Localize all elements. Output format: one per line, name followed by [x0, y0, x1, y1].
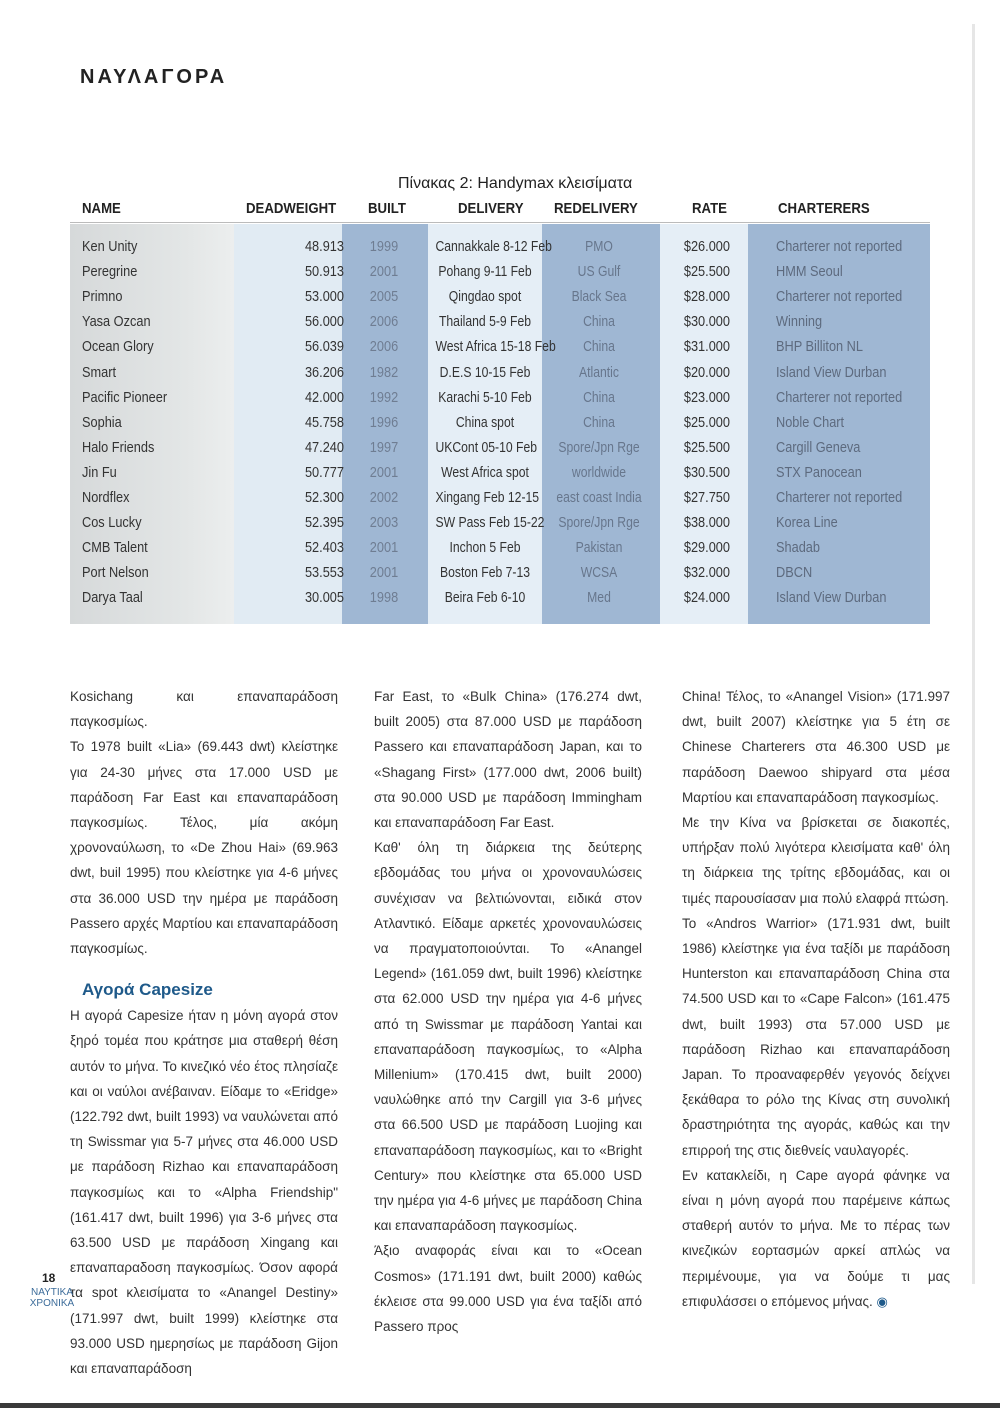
- cell-dwt: 45.758: [304, 414, 344, 431]
- handymax-table: [70, 196, 930, 626]
- cell-built: 2001: [369, 464, 399, 481]
- page-edge-bottom: [0, 1403, 1000, 1408]
- cell-redelivery: Atlantic: [579, 364, 619, 381]
- cell-charterers: Island View Durban: [776, 364, 887, 381]
- cell-built: 2001: [369, 264, 399, 281]
- cell-charterers: Shadab: [776, 540, 820, 557]
- cell-delivery: West Africa 15-18 Feb: [435, 339, 556, 356]
- cell-built: 1999: [369, 239, 399, 255]
- cell-name: Jin Fu: [82, 464, 117, 481]
- cell-dwt: 52.395: [304, 515, 344, 532]
- paragraph: Καθ' όλη τη διάρκεια της δεύτερης εβδομάδας του μήνα οι χρονοναυλώσεις συνέχισαν να βελτιώνονται, ειδικά στον Ατλαντικό. Είδαμε αρκετές χρονοναυλώσεις να πραγματοποιούνται. Το «Anangel Legend» (161.059 dwt, built 1996) κλείστηκε στα 62.000 USD την ημέρα για 4-6 μήνες από τη Swissmar με παράδοση Yantai και επαναπαράδοση παγκοσμίως, το «Alpha Millenium» (170.415 dwt, built 2000) ναυλώθηκε από την Cargill για 3-6 μήνες στα 66.500 USD με παράδοση Luojing και επαναπαράδοση παγκοσμίως, και το «Bright Century» που κλείστηκε στα 65.000 USD την ημέρα για 4-6 μήνες με παράδοση China και επαναπαράδοση παγκοσμίως.: [374, 840, 642, 1234]
- header-rate: RATE: [692, 200, 727, 217]
- paragraph: China! Τέλος, το «Anangel Vision» (171.997 dwt, built 2007) κλείστηκε για 5 έτη σε Chinese Charterers στα 46.300 USD με παράδοση Daewoo shipyard στα μέσα Μαρτίου και επαναπαράδοση παγκοσμίως.: [682, 689, 950, 805]
- cell-delivery: Cannakkale 8-12 Feb: [435, 239, 552, 255]
- cell-name: CMB Talent: [82, 540, 148, 557]
- cell-dwt: 53.553: [304, 565, 344, 582]
- cell-rate: $30.000: [683, 314, 730, 331]
- cell-rate: $24.000: [683, 590, 730, 607]
- table-row: [70, 587, 930, 612]
- cell-name: Port Nelson: [82, 565, 149, 582]
- cell-name: Halo Friends: [82, 439, 155, 456]
- header-charterers: CHARTERERS: [778, 200, 870, 217]
- cell-dwt: 56.000: [304, 314, 344, 331]
- cell-rate: $38.000: [683, 515, 730, 532]
- cell-rate: $30.500: [683, 464, 730, 481]
- cell-rate: $25.000: [683, 414, 730, 431]
- cell-dwt: 52.300: [304, 490, 344, 506]
- table-row: [70, 261, 930, 286]
- cell-redelivery: China: [583, 389, 615, 406]
- cell-dwt: 48.913: [304, 239, 344, 255]
- cell-delivery: Karachi 5-10 Feb: [438, 389, 532, 406]
- table-row: [70, 537, 930, 562]
- table-row: [70, 236, 930, 261]
- cell-charterers: HMM Seoul: [776, 264, 843, 281]
- table-caption: Πίνακας 2: Handymax κλεισίματα: [398, 175, 633, 192]
- magazine-name-line1: ΝΑΥΤΙΚΑ: [30, 1287, 74, 1298]
- cell-built: 2001: [369, 540, 399, 557]
- magazine-name-line2: ΧΡΟΝΙΚΑ: [29, 1298, 75, 1309]
- cell-delivery: Thailand 5-9 Feb: [438, 314, 532, 331]
- header-name: NAME: [82, 200, 121, 217]
- cell-charterers: Charterer not reported: [776, 289, 903, 306]
- article-column-3: [682, 684, 950, 1314]
- cell-redelivery: China: [583, 414, 615, 431]
- page-edge-right: [972, 24, 975, 1284]
- cell-redelivery: east coast India: [556, 490, 642, 506]
- table-row: [70, 437, 930, 462]
- paragraph: Η αγορά Capesize ήταν η μόνη αγορά στον ξηρό τομέα που κράτησε μια σταθερή θέση αυτόν το μήνα. Το κινεζικό νέο έτος πλησίαζε και οι ναύλοι ανέβαιναν. Είδαμε το «Eridge» (122.792 dwt, built 1993) να ναυλώνεται από τη Swissmar για 5-7 μήνες στα 46.000 USD με παράδοση Rizhao και επαναπαράδοση παγκοσμίως και το «Alpha Friendship" (161.417 dwt, built 1996) για 3-6 μήνες στα 63.500 USD με παράδοση Xingang και επαναπαραδοση παγκοσμίως. Όσον αφορά τα spot κλεισίματα το «Anangel Destiny» (171.997 dwt, built 1999) κλείστηκε στα 93.000 USD ημερησίως με παράδοση Gijon και επαναπαράδοση: [70, 1008, 338, 1377]
- cell-name: Sophia: [82, 414, 122, 431]
- cell-charterers: Korea Line: [776, 515, 838, 532]
- cell-delivery: UKCont 05-10 Feb: [435, 439, 538, 456]
- cell-redelivery: PMO: [585, 239, 613, 255]
- cell-rate: $31.000: [683, 339, 730, 356]
- cell-name: Nordflex: [82, 490, 130, 506]
- cell-delivery: Inchon 5 Feb: [449, 540, 521, 557]
- cell-redelivery: Black Sea: [571, 289, 627, 306]
- cell-redelivery: worldwide: [571, 464, 627, 481]
- end-of-article-icon: ◉: [876, 1293, 888, 1309]
- cell-charterers: BHP Billiton NL: [776, 339, 863, 356]
- paragraph: Kosichang και επαναπαράδοση παγκοσμίως.: [70, 689, 338, 730]
- cell-redelivery: WCSA: [580, 565, 618, 582]
- cell-dwt: 30.005: [304, 590, 344, 607]
- paragraph: Εν κατακλείδι, η Cape αγορά φάνηκε να είναι η μόνη αγορά που παρέμεινε κάπως σταθερή αυτόν το μήνα. Με το πέρας των κινεζικών εορτασμών αρκεί απλώς να περιμένουμε, για να δούμε τι μας επιφυλάσσει ο επόμενος μήνας.: [682, 1167, 950, 1309]
- table-row: [70, 387, 930, 412]
- cell-built: 2003: [369, 515, 399, 532]
- cell-redelivery: Spore/Jpn Rge: [558, 439, 640, 456]
- cell-rate: $20.000: [683, 364, 730, 381]
- table-row: [70, 286, 930, 311]
- paragraph: Άξιο αναφοράς είναι και το «Ocean Cosmos» (171.191 dwt, built 2000) καθώς έκλεισε στα 99.000 USD για ένα ταξίδι από Passero προς: [374, 1243, 642, 1335]
- cell-charterers: Cargill Geneva: [776, 439, 861, 456]
- cell-redelivery: Pakistan: [575, 540, 623, 557]
- cell-built: 2006: [369, 339, 399, 356]
- magazine-name: [28, 1287, 76, 1309]
- cell-name: Primno: [82, 289, 123, 306]
- cell-redelivery: Spore/Jpn Rge: [558, 515, 640, 532]
- cell-built: 1998: [369, 590, 399, 607]
- cell-charterers: Winning: [776, 314, 823, 331]
- cell-redelivery: China: [583, 314, 615, 331]
- table-row: [70, 336, 930, 361]
- cell-delivery: China spot: [455, 414, 515, 431]
- cell-redelivery: Med: [587, 590, 611, 607]
- article-column-2: [374, 684, 642, 1339]
- subheading-capesize: Αγορά Capesize: [82, 980, 213, 1000]
- cell-delivery: Qingdao spot: [448, 289, 522, 306]
- header-deadweight: DEADWEIGHT: [246, 200, 337, 217]
- cell-built: 2006: [369, 314, 399, 331]
- cell-redelivery: China: [583, 339, 615, 356]
- cell-built: 1992: [369, 389, 399, 406]
- cell-rate: $32.000: [683, 565, 730, 582]
- cell-charterers: Noble Chart: [776, 414, 845, 431]
- cell-delivery: Beira Feb 6-10: [444, 590, 526, 607]
- cell-delivery: Boston Feb 7-13: [439, 565, 531, 582]
- cell-delivery: D.E.S 10-15 Feb: [439, 364, 531, 381]
- cell-built: 1997: [369, 439, 399, 456]
- cell-dwt: 47.240: [304, 439, 344, 456]
- cell-dwt: 36.206: [304, 364, 344, 381]
- cell-dwt: 50.777: [304, 464, 344, 481]
- table-row: [70, 362, 930, 387]
- cell-rate: $28.000: [683, 289, 730, 306]
- page-number: 18: [42, 1271, 56, 1285]
- cell-dwt: 53.000: [304, 289, 344, 306]
- cell-rate: $23.000: [683, 389, 730, 406]
- cell-rate: $27.750: [683, 490, 730, 506]
- table-row: [70, 562, 930, 587]
- cell-delivery: West Africa spot: [441, 464, 529, 481]
- cell-built: 1982: [369, 364, 399, 381]
- paragraph: Το 1978 built «Lia» (69.443 dwt) κλείστηκε για 24-30 μήνες στα 17.000 USD με παράδοση Far East και επαναπαράδοση παγκοσμίως. Τέλος, μία ακόμη χρονοναύλωση, το «De Zhou Hai» (69.963 dwt, buil 1995) που κλείστηκε για 4-6 μήνες στα 36.000 USD την ημέρα με παράδοση Passero αρχές Μαρτίου και επαναπαράδοση παγκοσμίως.: [70, 739, 338, 957]
- cell-name: Ken Unity: [82, 239, 138, 255]
- table-row: [70, 412, 930, 437]
- paragraph: Το «Andros Warrior» (171.931 dwt, built 1986) κλείστηκε για ένα ταξίδι με παράδοση Hunterston και επαναπαράδοση China στα 74.500 USD και το «Cape Falcon» (161.475 dwt, built 1993) στα 57.000 USD με παράδοση Rizhao και επαναπαράδοση Japan. Το προαναφερθέν γεγονός δείχνει ξεκάθαρα το ρόλο της Κίνας στη συνολική δραστηριότητα της αγοράς, καθώς και την επιρροή της στις διεθνείς ναυλαγορές.: [682, 915, 950, 1158]
- article-column-1: [70, 684, 338, 1381]
- header-redelivery: REDELIVERY: [554, 200, 638, 217]
- cell-dwt: 50.913: [304, 264, 344, 281]
- paragraph: Far East, το «Bulk China» (176.274 dwt, built 2005) στα 87.000 USD με παράδοση Passero και επαναπαράδοση Japan, και το «Shagang First» (177.000 dwt, 2006 built) στα 90.000 USD με παράδοση Immingham και επαναπαράδοση Far East.: [374, 689, 642, 831]
- paragraph: Με την Κίνα να βρίσκεται σε διακοπές, υπήρξαν πολύ λιγότερα κλεισίματα καθ' όλη τη διάρκεια της τρίτης εβδομάδας, και οι τιμές παρουσίασαν μια πολύ ελαφρά πτώση.: [682, 815, 950, 906]
- cell-delivery: Xingang Feb 12-15: [435, 490, 540, 506]
- cell-charterers: Island View Durban: [776, 590, 887, 607]
- cell-built: 1996: [369, 414, 399, 431]
- cell-name: Ocean Glory: [82, 339, 154, 356]
- cell-built: 2005: [369, 289, 399, 306]
- header-divider: [70, 222, 930, 223]
- cell-name: Smart: [82, 364, 117, 381]
- cell-rate: $26.000: [683, 239, 730, 255]
- cell-delivery: SW Pass Feb 15-22: [435, 515, 545, 532]
- cell-built: 2002: [369, 490, 399, 506]
- cell-built: 2001: [369, 565, 399, 582]
- cell-name: Yasa Ozcan: [82, 314, 151, 331]
- cell-name: Darya Taal: [82, 590, 143, 607]
- cell-charterers: STX Panocean: [776, 464, 862, 481]
- cell-charterers: Charterer not reported: [776, 239, 903, 255]
- header-built: BUILT: [368, 200, 406, 217]
- cell-dwt: 52.403: [304, 540, 344, 557]
- cell-dwt: 42.000: [304, 389, 344, 406]
- cell-rate: $25.500: [683, 264, 730, 281]
- cell-name: Peregrine: [82, 264, 138, 281]
- cell-rate: $29.000: [683, 540, 730, 557]
- cell-rate: $25.500: [683, 439, 730, 456]
- table-row: [70, 487, 930, 512]
- table-row: [70, 462, 930, 487]
- cell-dwt: 56.039: [304, 339, 344, 356]
- table-row: [70, 311, 930, 336]
- cell-charterers: Charterer not reported: [776, 389, 903, 406]
- section-title: ΝΑΥΛΑΓΟΡΑ: [80, 66, 228, 88]
- cell-name: Cos Lucky: [82, 515, 142, 532]
- cell-name: Pacific Pioneer: [82, 389, 168, 406]
- cell-charterers: DBCN: [776, 565, 813, 582]
- table-row: [70, 512, 930, 537]
- cell-charterers: Charterer not reported: [776, 490, 903, 506]
- header-delivery: DELIVERY: [458, 200, 524, 217]
- cell-redelivery: US Gulf: [577, 264, 621, 281]
- cell-delivery: Pohang 9-11 Feb: [438, 264, 532, 281]
